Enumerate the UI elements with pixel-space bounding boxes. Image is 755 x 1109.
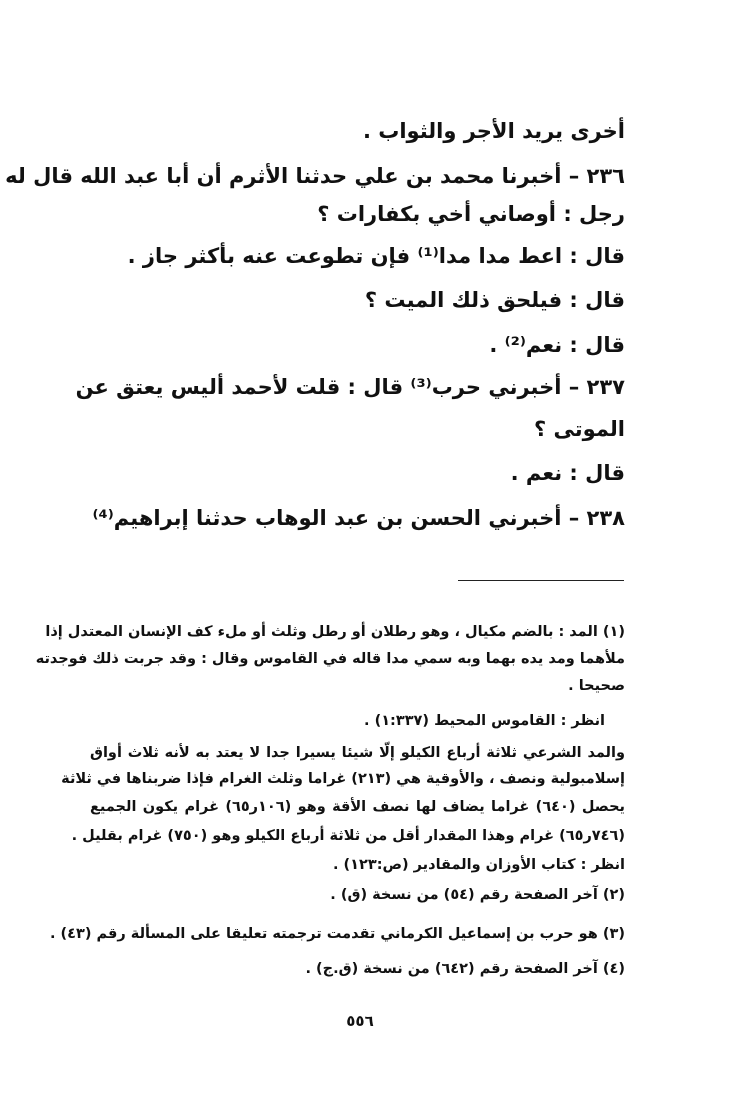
main-text-line-6: قال : نعم⁽²⁾ . [489, 333, 625, 357]
main-text-line-2: ٢٣٦ – أخبرنا محمد بن علي حدثنا الأثرم أن أبا عبد الله قال له [5, 164, 625, 188]
footnote-line-11: (٣) هو حرب بن إسماعيل الكرماني تقدمت ترجمته تعليقا على المسألة رقم (٤٣) . [49, 926, 625, 942]
main-text-line-10: ٢٣٨ – أخبرني الحسن بن عبد الوهاب حدثنا إبراهيم⁽⁴⁾ [92, 506, 625, 530]
main-text-line-8: الموتى ؟ [534, 417, 625, 441]
footnote-line-5: والمد الشرعي ثلاثة أرباع الكيلو إلّا شيئا يسيرا جدا لا يعتد به لأنه ثلاث أواق [90, 745, 625, 761]
footnote-line-9: انظر : كتاب الأوزان والمقادير (ص:١٢٣) . [332, 857, 625, 873]
main-text-line-3: رجل : أوصاني أخي بكفارات ؟ [317, 202, 625, 226]
footnote-line-6: إسلامبولية ونصف ، والأوقية هي (٢١٣) غراما وثلث الغرام فإذا ضربناها في ثلاثة [61, 771, 625, 787]
footnote-line-1: (١) المد : بالضم مكيال ، وهو رطلان أو رطل وثلث أو ملء كف الإنسان المعتدل إذا [45, 624, 625, 640]
footnote-line-2: ملأهما ومد يده بهما وبه سمي مدا قاله في القاموس وقال : وقد جربت ذلك فوجدته [35, 651, 625, 667]
footnote-line-4: انظر : القاموس المحيط (١:٣٣٧) . [364, 713, 605, 729]
page-number: ٥٥٦ [346, 1012, 374, 1030]
main-text-line-9: قال : نعم . [510, 461, 625, 485]
footnote-line-3: صحيحا . [568, 678, 625, 694]
footnote-line-12: (٤) آخر الصفحة رقم (٦٤٢) من نسخة (ق.ج) . [305, 961, 625, 977]
footnote-line-7: يحصل (٦٤٠) غراما يضاف لها نصف الأقة وهو (١٠٦ر٦٥) غرام يكون الجميع [90, 799, 625, 815]
main-text-line-4: قال : اعط مدا مدا⁽¹⁾ فإن تطوعت عنه بأكثر جاز . [127, 244, 625, 268]
footnote-separator [458, 580, 624, 581]
footnote-line-8: (٧٤٦ر٦٥) غرام وهذا المقدار أقل من ثلاثة أرباع الكيلو وهو (٧٥٠) غرام بقليل . [71, 828, 625, 844]
main-text-line-5: قال : فيلحق ذلك الميت ؟ [364, 288, 625, 312]
main-text-line-1: أخرى يريد الأجر والثواب . [362, 119, 625, 143]
footnote-line-10: (٢) آخر الصفحة رقم (٥٤) من نسخة (ق) . [330, 887, 625, 903]
main-text-line-7: ٢٣٧ – أخبرني حرب⁽³⁾ قال : قلت لأحمد أليس يعتق عن [75, 375, 625, 399]
